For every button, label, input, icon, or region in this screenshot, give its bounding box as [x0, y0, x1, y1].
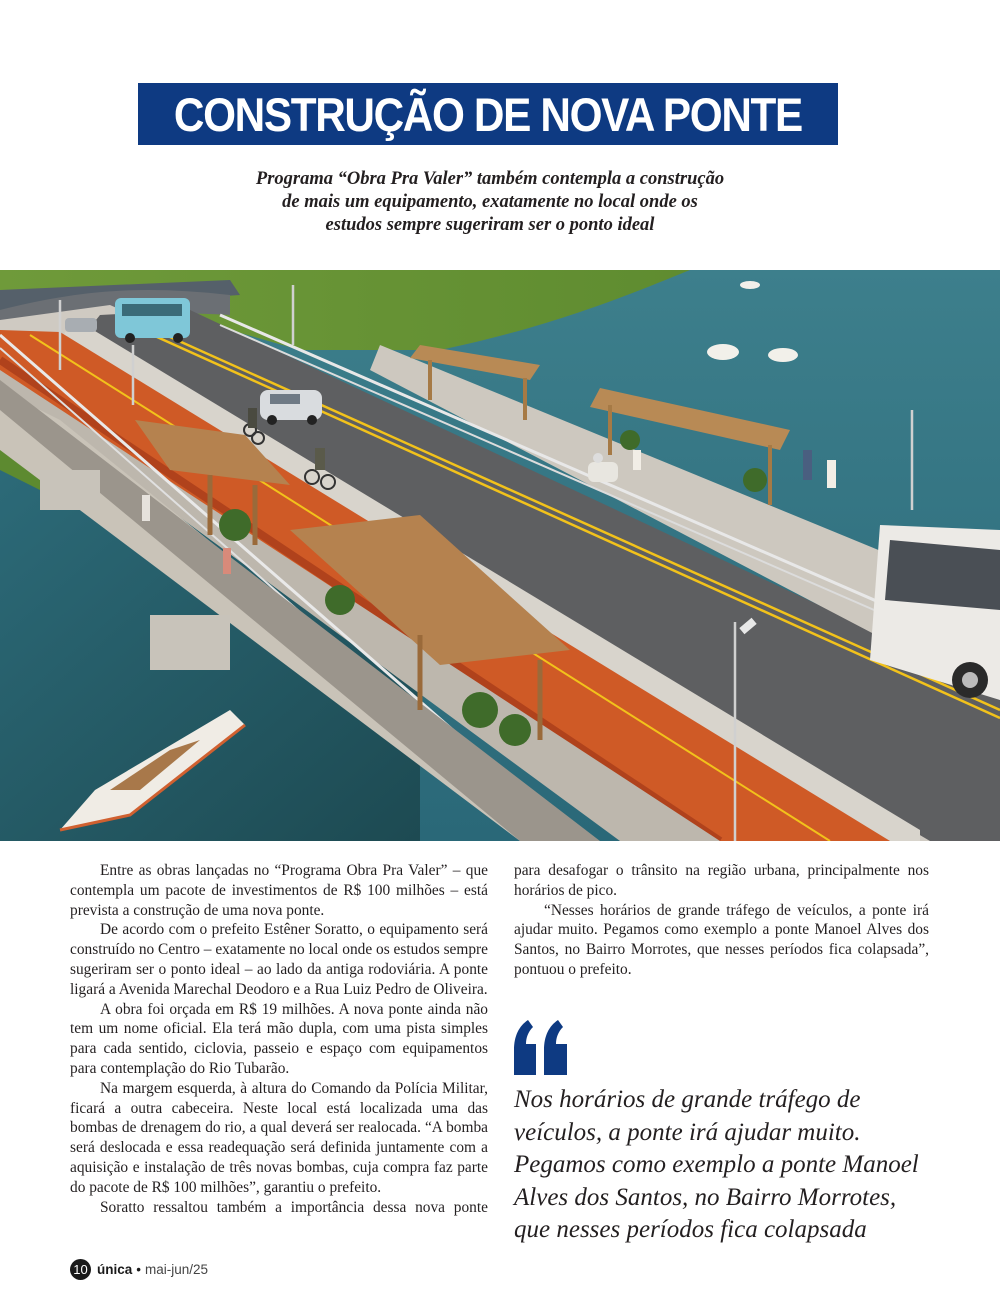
article-paragraph: Entre as obras lançadas no “Programa Obra Pra Valer” – que contempla um pacote de investimentos de R$ 100 milhões – está prevista a construção de uma nova ponte.	[70, 862, 488, 919]
page-number: 10	[70, 1259, 91, 1280]
quote-mark-icon	[514, 1020, 570, 1075]
pullquote	[514, 1084, 934, 1247]
magazine-name: única	[97, 1261, 133, 1277]
minibus	[115, 298, 190, 343]
article-paragraph: “Nesses horários de grande tráfego de veículos, a ponte irá ajudar muito. Pegamos como exemplo a ponte Manoel Alves dos Santos, no Bairro Morrotes, que nesses períodos fica colapsada”, pontuou o prefeito.	[514, 901, 929, 978]
pullquote-line: Alves dos Santos, no Bairro Morrotes,	[514, 1183, 897, 1211]
subtitle	[200, 168, 780, 237]
pullquote-line: Pegamos como exemplo a ponte Manoel	[514, 1151, 919, 1178]
car	[260, 390, 322, 425]
bridge-rendering-image	[0, 270, 1000, 841]
pullquote-line: veículos, a ponte irá ajudar muito.	[514, 1118, 861, 1146]
article-paragraph: A obra foi orçada em R$ 19 milhões. A nova ponte ainda não tem um nome oficial. Ela terá mão dupla, com uma pista simples para cada sentido, ciclovia, passeio e espaço com equipamentos para contemplação do Rio Tubarão.	[70, 1000, 488, 1077]
title-banner	[138, 83, 838, 145]
page-footer	[70, 1258, 208, 1280]
subtitle-line: estudos sempre sugeriram ser o ponto ideal	[325, 215, 655, 235]
issue-date: mai-jun/25	[145, 1261, 209, 1277]
page-title: CONSTRUÇÃO DE NOVA PONTE	[173, 87, 802, 141]
footer-separator: •	[136, 1261, 141, 1277]
article-paragraph: Na margem esquerda, à altura do Comando da Polícia Militar, ficará a outra cabeceira. Neste local está localizada uma das bombas de drenagem do rio, a qual deverá ser realocada. “A bomba será deslocada e essa readequação será definida juntamente com a aquisição e instalação de três novas bombas, cuja compra faz parte do pacote de R$ 100 milhões”, garantiu o prefeito.	[70, 1079, 488, 1196]
article-paragraph-continuation: para desafogar o trânsito na região urbana, principalmente nos horários de pico.	[514, 862, 929, 899]
article-column-left	[70, 861, 488, 1217]
pullquote-line: que nesses períodos fica colapsada	[514, 1216, 867, 1243]
subtitle-line: de mais um equipamento, exatamente no local onde os	[282, 192, 698, 212]
article-paragraph: Soratto ressaltou também a importância dessa nova ponte	[100, 1198, 488, 1216]
subtitle-line: Programa “Obra Pra Valer” também contempla a construção	[255, 169, 725, 189]
article-paragraph: De acordo com o prefeito Estêner Soratto, o equipamento será construído no Centro – exatamente no local onde os estudos sempre sugeriram ser o ponto ideal – ao lado da antiga rodoviária. A ponte ligará a Avenida Marechal Deodoro e a Rua Luiz Pedro de Oliveira.	[70, 921, 489, 998]
pullquote-line: Nos horários de grande tráfego de	[514, 1086, 861, 1113]
article-column-right	[514, 861, 929, 980]
